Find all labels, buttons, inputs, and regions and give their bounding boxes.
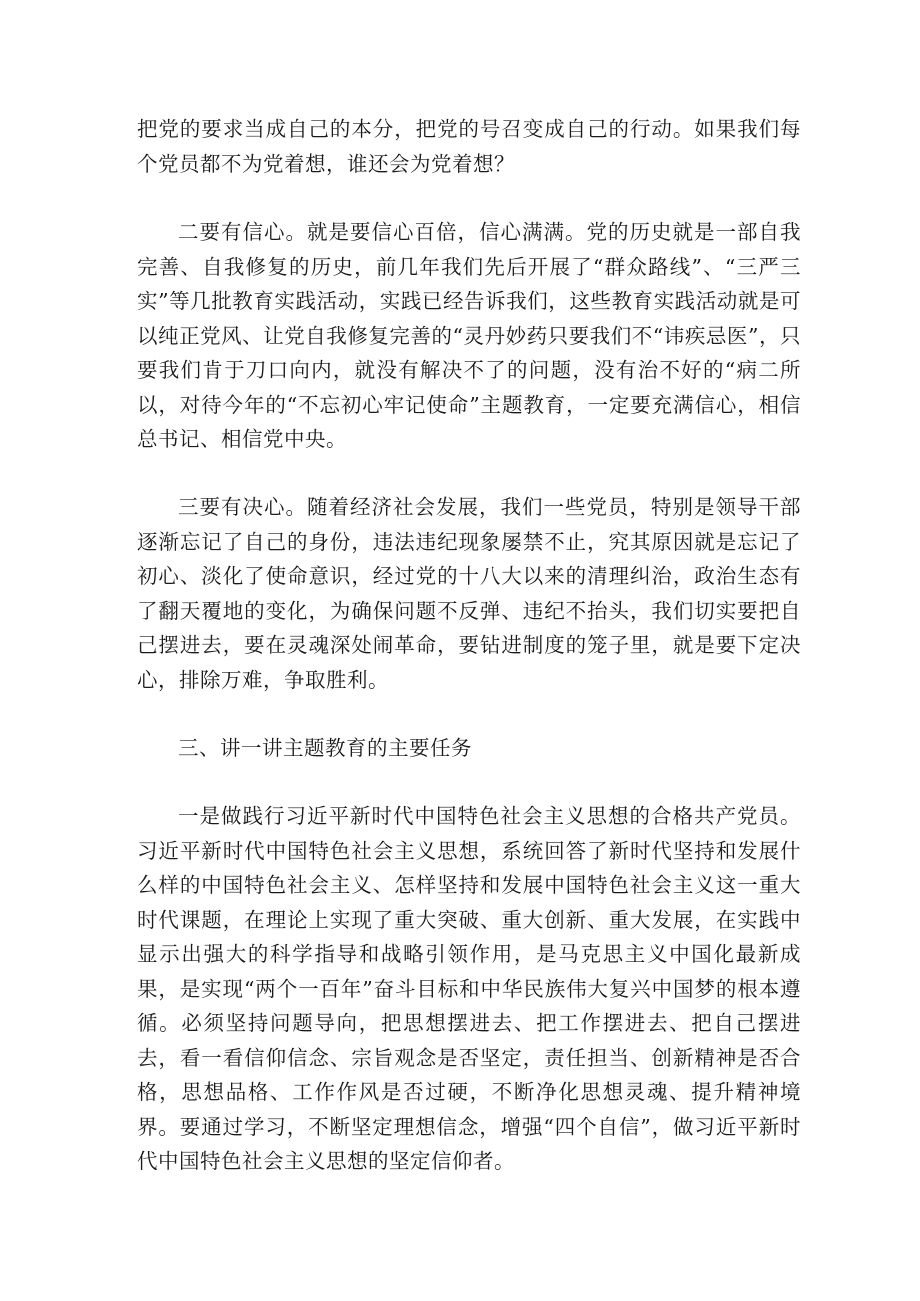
paragraph-confidence: 二要有信心。就是要信心百倍，信心满满。党的历史就是一部自我完善、自我修复的历史，前几年我们先后开展了“群众路线”、“三严三实”等几批教育实践活动，实践已经告诉我们，这些教育实践活动就是可以纯正党风、让党自我修复完善的“灵丹妙药只要我们不“讳疾忌医”，只要我们肯于刀口向内，就没有解决不了的问题，没有治不好的“病二所以，对待今年的“不忘初心牢记使命”主题教育，一定要充满信心，相信总书记、相信党中央。 xyxy=(137,220,801,451)
paragraph-determination: 三要有决心。随着经济社会发展，我们一些党员，特别是领导干部逐渐忘记了自己的身份，违法违纪现象屡禁不止，究其原因就是忘记了初心、淡化了使命意识，经过党的十八大以来的清理纠治，政治生态有了翻天覆地的变化，为确保问题不反弹、违纪不抬头，我们切实要把自己摆进去，要在灵魂深处闹革命，要钻进制度的笼子里，就是要下定决心，排除万难，争取胜利。 xyxy=(137,495,801,692)
paragraph-continuation: 把党的要求当成自己的本分，把党的号召变成自己的行动。如果我们每个党员都不为党着想，谁还会为党着想？ xyxy=(137,117,801,176)
paragraph-task-one: 一是做践行习近平新时代中国特色社会主义思想的合格共产党员。习近平新时代中国特色社会主义思想，系统回答了新时代坚持和发展什么样的中国特色社会主义、怎样坚持和发展中国特色社会主义这一重大时代课题，在理论上实现了重大突破、重大创新、重大发展，在实践中显示出强大的科学指导和战略引领作用，是马克思主义中国化最新成果，是实现“两个一百年”奋斗目标和中华民族伟大复兴中国梦的根本遵循。必须坚持问题导向，把思想摆进去、把工作摆进去、把自己摆进去，看一看信仰信念、宗旨观念是否坚定，责任担当、创新精神是否合格，思想品格、工作作风是否过硬，不断净化思想灵魂、提升精神境界。要通过学习，不断坚定理想信念，增强“四个自信”，做习近平新时代中国特色社会主义思想的坚定信仰者。 xyxy=(137,804,801,1173)
section-heading-main-tasks: 三、讲一讲主题教育的主要任务 xyxy=(178,736,472,760)
